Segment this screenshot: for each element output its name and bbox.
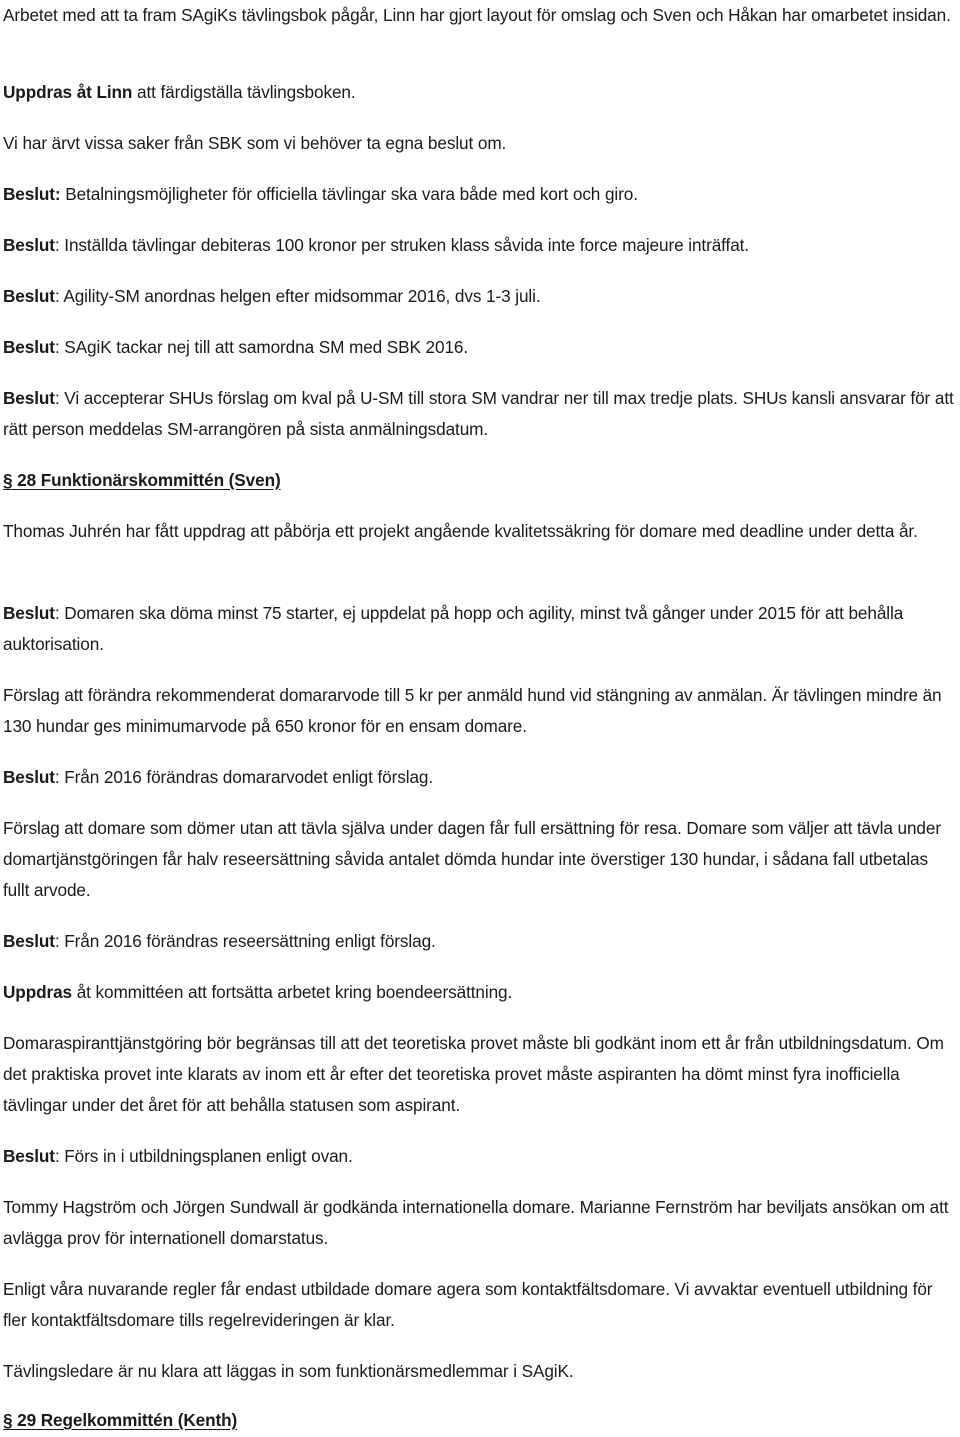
paragraph-text: : Inställda tävlingar debiteras 100 kronor per struken klass såvida inte force majeure inträffat.: [54, 235, 750, 255]
paragraph-text: : Domaren ska döma minst 75 starter, ej uppdelat på hopp och agility, minst två gånger under 2015 för att behålla auktorisation.: [3, 603, 904, 654]
paragraph-text: Arbetet med att ta fram SAgiKs tävlingsbok pågår, Linn har gjort layout för omslag och Sven och Håkan har omarbetet insidan.: [3, 5, 951, 25]
decision-samordna-sm: [3, 332, 958, 363]
decision-label: Beslut:: [3, 184, 61, 204]
paragraph-text: : Från 2016 förändras domararvodet enligt förslag.: [54, 767, 434, 787]
decision-label: Beslut: [3, 931, 55, 951]
decision-domararvode: [3, 762, 958, 793]
decision-label: Beslut: [3, 1146, 55, 1166]
paragraph-text: : Från 2016 förändras reseersättning enligt förslag.: [54, 931, 436, 951]
paragraph-tavlingsledare: [3, 1356, 958, 1387]
assignment-label: Uppdras: [3, 982, 73, 1002]
paragraph-text: : Förs in i utbildningsplanen enligt ovan.: [54, 1146, 353, 1166]
paragraph-kvalitetssakring: [3, 516, 958, 547]
section-heading-29: § 29 Regelkommittén (Kenth): [3, 1410, 238, 1430]
paragraph-text: Enligt våra nuvarande regler får endast utbildade domare agera som kontaktfältsdomare. Vi avvaktar eventuell utbildning för fler kontaktfältsdomare tills regelrevideringen är klar.: [3, 1279, 933, 1330]
paragraph-text: att färdigställa tävlingsboken.: [132, 82, 356, 102]
decision-label: Beslut: [3, 235, 55, 255]
decision-utbildningsplan: [3, 1141, 958, 1172]
paragraph-text: Vi har ärvt vissa saker från SBK som vi behöver ta egna beslut om.: [3, 133, 507, 153]
paragraph-text: Tommy Hagström och Jörgen Sundwall är godkända internationella domare. Marianne Fernström har beviljats ansökan om att avlägga prov för internationell domarstatus.: [3, 1197, 949, 1248]
paragraph-text: : Agility-SM anordnas helgen efter midsommar 2016, dvs 1-3 juli.: [54, 286, 541, 306]
decision-label: Beslut: [3, 286, 55, 306]
decision-shu-kval: [3, 383, 958, 445]
assignment-boendeersattning: [3, 977, 958, 1008]
paragraph-reseersattning: [3, 813, 958, 906]
decision-betalning: [3, 179, 958, 210]
decision-agility-sm: [3, 281, 958, 312]
paragraph-uppdras-linn: [3, 77, 958, 108]
decision-auktorisation: [3, 598, 958, 660]
paragraph-kontaktfaltsdomare: [3, 1274, 958, 1336]
decision-installda: [3, 230, 958, 261]
decision-label: Beslut: [3, 767, 55, 787]
decision-label: Beslut: [3, 388, 55, 408]
paragraph-text: Förslag att förändra rekommenderat domararvode till 5 kr per anmäld hund vid stängning av anmälan. Är tävlingen mindre än 130 hundar ges minimumarvode på 650 kronor för en ensam domare.: [3, 685, 942, 736]
paragraph-text: Tävlingsledare är nu klara att läggas in som funktionärsmedlemmar i SAgiK.: [3, 1361, 574, 1381]
paragraph-tavlingsbok: [3, 0, 958, 31]
section-heading-28: § 28 Funktionärskommittén (Sven): [3, 470, 281, 490]
paragraph-text: Betalningsmöjligheter för officiella tävlingar ska vara både med kort och giro.: [60, 184, 638, 204]
paragraph-sbk-arv: [3, 128, 958, 159]
paragraph-domararvode: [3, 680, 958, 742]
decision-reseersattning: [3, 926, 958, 957]
paragraph-text: : Vi accepterar SHUs förslag om kval på U-SM till stora SM vandrar ner till max tredje plats. SHUs kansli ansvarar för att rätt person meddelas SM-arrangören på sista anmälningsdatum.: [3, 388, 954, 439]
paragraph-text: Förslag att domare som dömer utan att tävla själva under dagen får full ersättning för resa. Domare som väljer att tävla under domartjänstgöringen får halv reseersättning såvida antalet dömda hundar inte överstiger 130 hundar, i sådana fall utbetalas fullt arvode.: [3, 818, 941, 900]
assignment-label: Uppdras åt Linn: [3, 82, 133, 102]
paragraph-internationella-domare: [3, 1192, 958, 1254]
paragraph-text: Thomas Juhrén har fått uppdrag att påbörja ett projekt angående kvalitetssäkring för domare med deadline under detta år.: [3, 521, 918, 541]
decision-label: Beslut: [3, 337, 55, 357]
paragraph-text: åt kommittéen att fortsätta arbetet kring boendeersättning.: [72, 982, 513, 1002]
paragraph-text: Domaraspiranttjänstgöring bör begränsas till att det teoretiska provet måste bli godkänt inom ett år från utbildningsdatum. Om det praktiska provet inte klarats av inom ett år efter det teoretiska provet måste aspiranten ha dömt minst fyra inofficiella tävlingar under det året för att behålla statusen som aspirant.: [3, 1033, 944, 1115]
paragraph-domaraspirant: [3, 1028, 958, 1121]
decision-label: Beslut: [3, 603, 55, 623]
paragraph-text: : SAgiK tackar nej till att samordna SM med SBK 2016.: [54, 337, 469, 357]
